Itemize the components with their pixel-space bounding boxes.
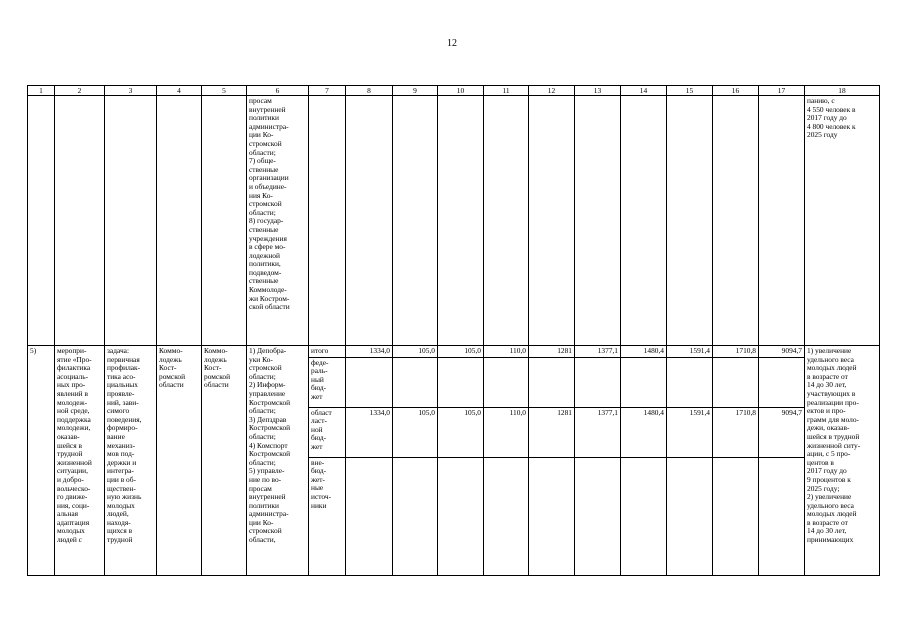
col-header: 7	[309, 86, 346, 96]
value-cell	[438, 457, 484, 575]
col-header: 3	[105, 86, 157, 96]
value-cell: 110,0	[484, 346, 529, 358]
col-header: 6	[247, 86, 309, 96]
value-cell: 1480,4	[621, 346, 667, 358]
value-cell: 105,0	[438, 407, 484, 457]
value-cell	[667, 357, 713, 407]
budget-table	[27, 85, 880, 576]
value-cell	[759, 357, 805, 407]
col-header: 13	[575, 86, 621, 96]
value-cell: 1710,8	[713, 407, 759, 457]
col-header: 18	[805, 86, 880, 96]
col-header: 10	[438, 86, 484, 96]
coexecutor-cell: Коммо- лодежь Кост- ромской области	[202, 346, 247, 576]
responsible-cell: Коммо- лодежь Кост- ромской области	[157, 346, 202, 576]
col-header: 9	[393, 86, 438, 96]
results-cell: 1) увеличение удельного веса молодых людей в возрасте от 14 до 30 лет, участвующих в реализации про- ектов и про- грамм для моло- дежи, оказав- шейся в трудной жизненной ситу- ации, с 5 про- центов в 2017 году до 9 процентов к 2025 году; 2) увеличение удельного веса молодых людей в возрасте от 14 до 30 лет, принимающих	[805, 346, 880, 576]
source-label: област ласт- ной бюд- жет	[309, 407, 346, 457]
col-header: 17	[759, 86, 805, 96]
task-cell: задача: первичная профилак- тика асо- циальных проявле- ний, зави- симого поведения, формиро- вание механиз- мов под- держки и интегра- ции в об- ществен- ную жизнь молодых людей, находя- щихся в трудной	[105, 346, 157, 576]
value-cell	[484, 457, 529, 575]
value-cell	[575, 457, 621, 575]
value-cell	[346, 357, 393, 407]
value-cell: 1480,4	[621, 407, 667, 457]
value-cell	[667, 457, 713, 575]
value-cell: 1591,4	[667, 407, 713, 457]
col-header: 16	[713, 86, 759, 96]
value-cell: 1377,1	[575, 346, 621, 358]
item-number: 5)	[28, 346, 55, 576]
col-header: 4	[157, 86, 202, 96]
value-cell	[575, 357, 621, 407]
col-header: 12	[529, 86, 575, 96]
value-cell	[621, 357, 667, 407]
page-number: 12	[447, 38, 457, 49]
source-label: итого	[309, 346, 346, 358]
column-number-row	[28, 86, 880, 96]
value-cell: 1334,0	[346, 346, 393, 358]
col-header: 8	[346, 86, 393, 96]
value-cell	[393, 457, 438, 575]
value-cell: 1710,8	[713, 346, 759, 358]
value-cell	[713, 357, 759, 407]
col-header: 11	[484, 86, 529, 96]
value-cell: 1591,4	[667, 346, 713, 358]
results-cell: панию, с 4 550 человек в 2017 году до 4 800 человек к 2025 году	[805, 96, 880, 346]
col-header: 14	[621, 86, 667, 96]
value-cell	[393, 357, 438, 407]
value-cell: 105,0	[393, 346, 438, 358]
value-cell: 1281	[529, 346, 575, 358]
value-cell: 9094,7	[759, 407, 805, 457]
value-cell: 105,0	[438, 346, 484, 358]
col-header: 1	[28, 86, 55, 96]
value-cell	[438, 357, 484, 407]
value-cell	[713, 457, 759, 575]
value-cell: 105,0	[393, 407, 438, 457]
value-cell: 110,0	[484, 407, 529, 457]
value-cell: 1377,1	[575, 407, 621, 457]
executors-cell: просам внутренней политики администра- ции Ко- стромской области; 7) обще- ственные организации и объедине- ния Ко- стромской области; 8) государ- ственные учреждения в сфере мо- лодежной политики, подведом- ственные Коммолоде- жи Костром- ской области	[247, 96, 309, 346]
value-cell	[529, 457, 575, 575]
value-cell	[484, 357, 529, 407]
event-name-cell: меропри- ятие «Про- филактика асоциаль- ных про- явлений в молодеж- ной среде, поддержка молодежи, оказав- шейся в трудной жизненной ситуации, и добро- вольческо- го движе- ния, соци- альная адаптация молодых людей с	[55, 346, 105, 576]
value-cell: 1281	[529, 407, 575, 457]
value-cell	[621, 457, 667, 575]
col-header: 15	[667, 86, 713, 96]
value-cell: 1334,0	[346, 407, 393, 457]
source-label: вне- бюд- жет- ные источ- ники	[309, 457, 346, 575]
table-row-item5	[28, 346, 880, 358]
value-cell	[759, 457, 805, 575]
col-header: 2	[55, 86, 105, 96]
value-cell	[529, 357, 575, 407]
source-label: феде- раль- ный бюд- жет	[309, 357, 346, 407]
table-row-continuation	[28, 96, 880, 346]
executors-cell: 1) Депобра- уки Ко- стромской области; 2) Информ- управление Костромской области; 3) Депздрав Костромской области; 4) Комспорт Костромской области; 5) управле- ние по во- просам внутренней политики администра- ции Ко- стромской области,	[247, 346, 309, 576]
value-cell: 9094,7	[759, 346, 805, 358]
col-header: 5	[202, 86, 247, 96]
value-cell	[346, 457, 393, 575]
